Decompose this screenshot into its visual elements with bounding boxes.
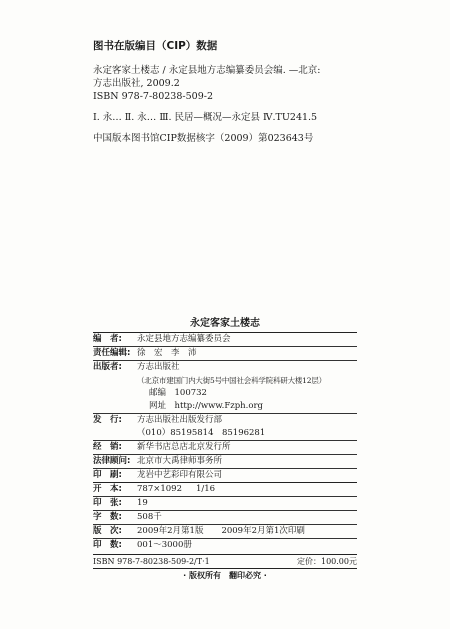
edition-label: 版 次: xyxy=(93,526,122,536)
printer-label: 印 刷: xyxy=(93,470,122,480)
lawyer-value: 北京市大禹律师事务所 xyxy=(137,456,223,466)
cip-isbn-line: ISBN 978-7-80238-509-2 xyxy=(93,91,213,102)
distributor-phone: （010）85195814 85196281 xyxy=(93,427,357,441)
publisher-row xyxy=(93,361,357,374)
format-value: 787×1092 xyxy=(137,484,182,494)
distributor-row xyxy=(93,414,357,427)
book-title: 永定客家土楼志 xyxy=(93,316,357,333)
printer-row xyxy=(93,469,357,482)
distributor-label: 发 行: xyxy=(93,415,122,425)
lawyer-row xyxy=(93,455,357,469)
publisher-value: 方志出版社 xyxy=(137,362,180,372)
format-fold: 1/16 xyxy=(195,484,216,494)
sheets-row xyxy=(93,497,357,511)
lawyer-label: 法律顾问: xyxy=(93,456,131,466)
colophon-block xyxy=(93,316,357,583)
words-label: 字 数: xyxy=(93,512,122,522)
print-run-row xyxy=(93,539,357,552)
editor-row xyxy=(93,333,357,347)
format-row xyxy=(93,482,357,497)
publisher-label: 出版者: xyxy=(93,362,122,372)
print-run-value: 001～3000册 xyxy=(137,540,192,550)
format-label: 开 本: xyxy=(93,484,122,494)
price: 定价：100.00元 xyxy=(297,557,357,566)
cip-title-line: 永定客家土楼志 / 永定县地方志编纂委员会编. —北京: xyxy=(93,65,321,76)
responsible-editor-label: 责任编辑: xyxy=(93,348,131,358)
printing-value: 2009年2月第1次印刷 xyxy=(221,526,305,536)
cip-record-number: 中国版本图书馆CIP数据核字（2009）第023643号 xyxy=(93,133,314,144)
editor-value: 永定县地方志编纂委员会 xyxy=(137,334,231,344)
seller-label: 经 销: xyxy=(93,442,122,452)
cip-classification-line: Ⅰ. 永… Ⅱ. 永… Ⅲ. 民居—概况—永定县 Ⅳ.TU241.5 xyxy=(93,112,318,123)
isbn-number: ISBN 978-7-80238-509-2/T·1 xyxy=(93,557,210,566)
editor-label: 编 者: xyxy=(93,334,122,344)
seller-value: 新华书店总店北京发行所 xyxy=(137,442,231,452)
printer-value: 龙岩中艺彩印有限公司 xyxy=(137,470,223,480)
sheets-value: 19 xyxy=(137,498,148,508)
words-row xyxy=(93,511,357,525)
words-value: 508千 xyxy=(137,512,162,522)
distributor-value: 方志出版社出版发行部 xyxy=(137,415,223,425)
sheets-label: 印 张: xyxy=(93,498,122,508)
edition-value: 2009年2月第1版 xyxy=(137,526,204,536)
responsible-editor-row xyxy=(93,347,357,361)
cip-heading: 图书在版编目（CIP）数据 xyxy=(93,40,218,52)
publisher-postcode: 邮编 100732 xyxy=(149,388,207,398)
responsible-editor-value: 徐 宏 李 沛 xyxy=(137,348,197,358)
print-run-label: 印 数: xyxy=(93,540,122,550)
publisher-website: 网址 http://www.Fzph.org xyxy=(93,400,357,414)
publisher-address: （北京市建国门内大街5号中国社会科学院科研大楼12层） xyxy=(137,376,326,385)
edition-row xyxy=(93,525,357,539)
rights-notice: · 版权所有 翻印必究 · xyxy=(183,571,267,580)
cip-block xyxy=(93,40,433,145)
seller-row xyxy=(93,441,357,455)
cip-publisher-line: 方志出版社, 2009.2 xyxy=(93,78,180,89)
isbn-price-row xyxy=(93,554,357,569)
